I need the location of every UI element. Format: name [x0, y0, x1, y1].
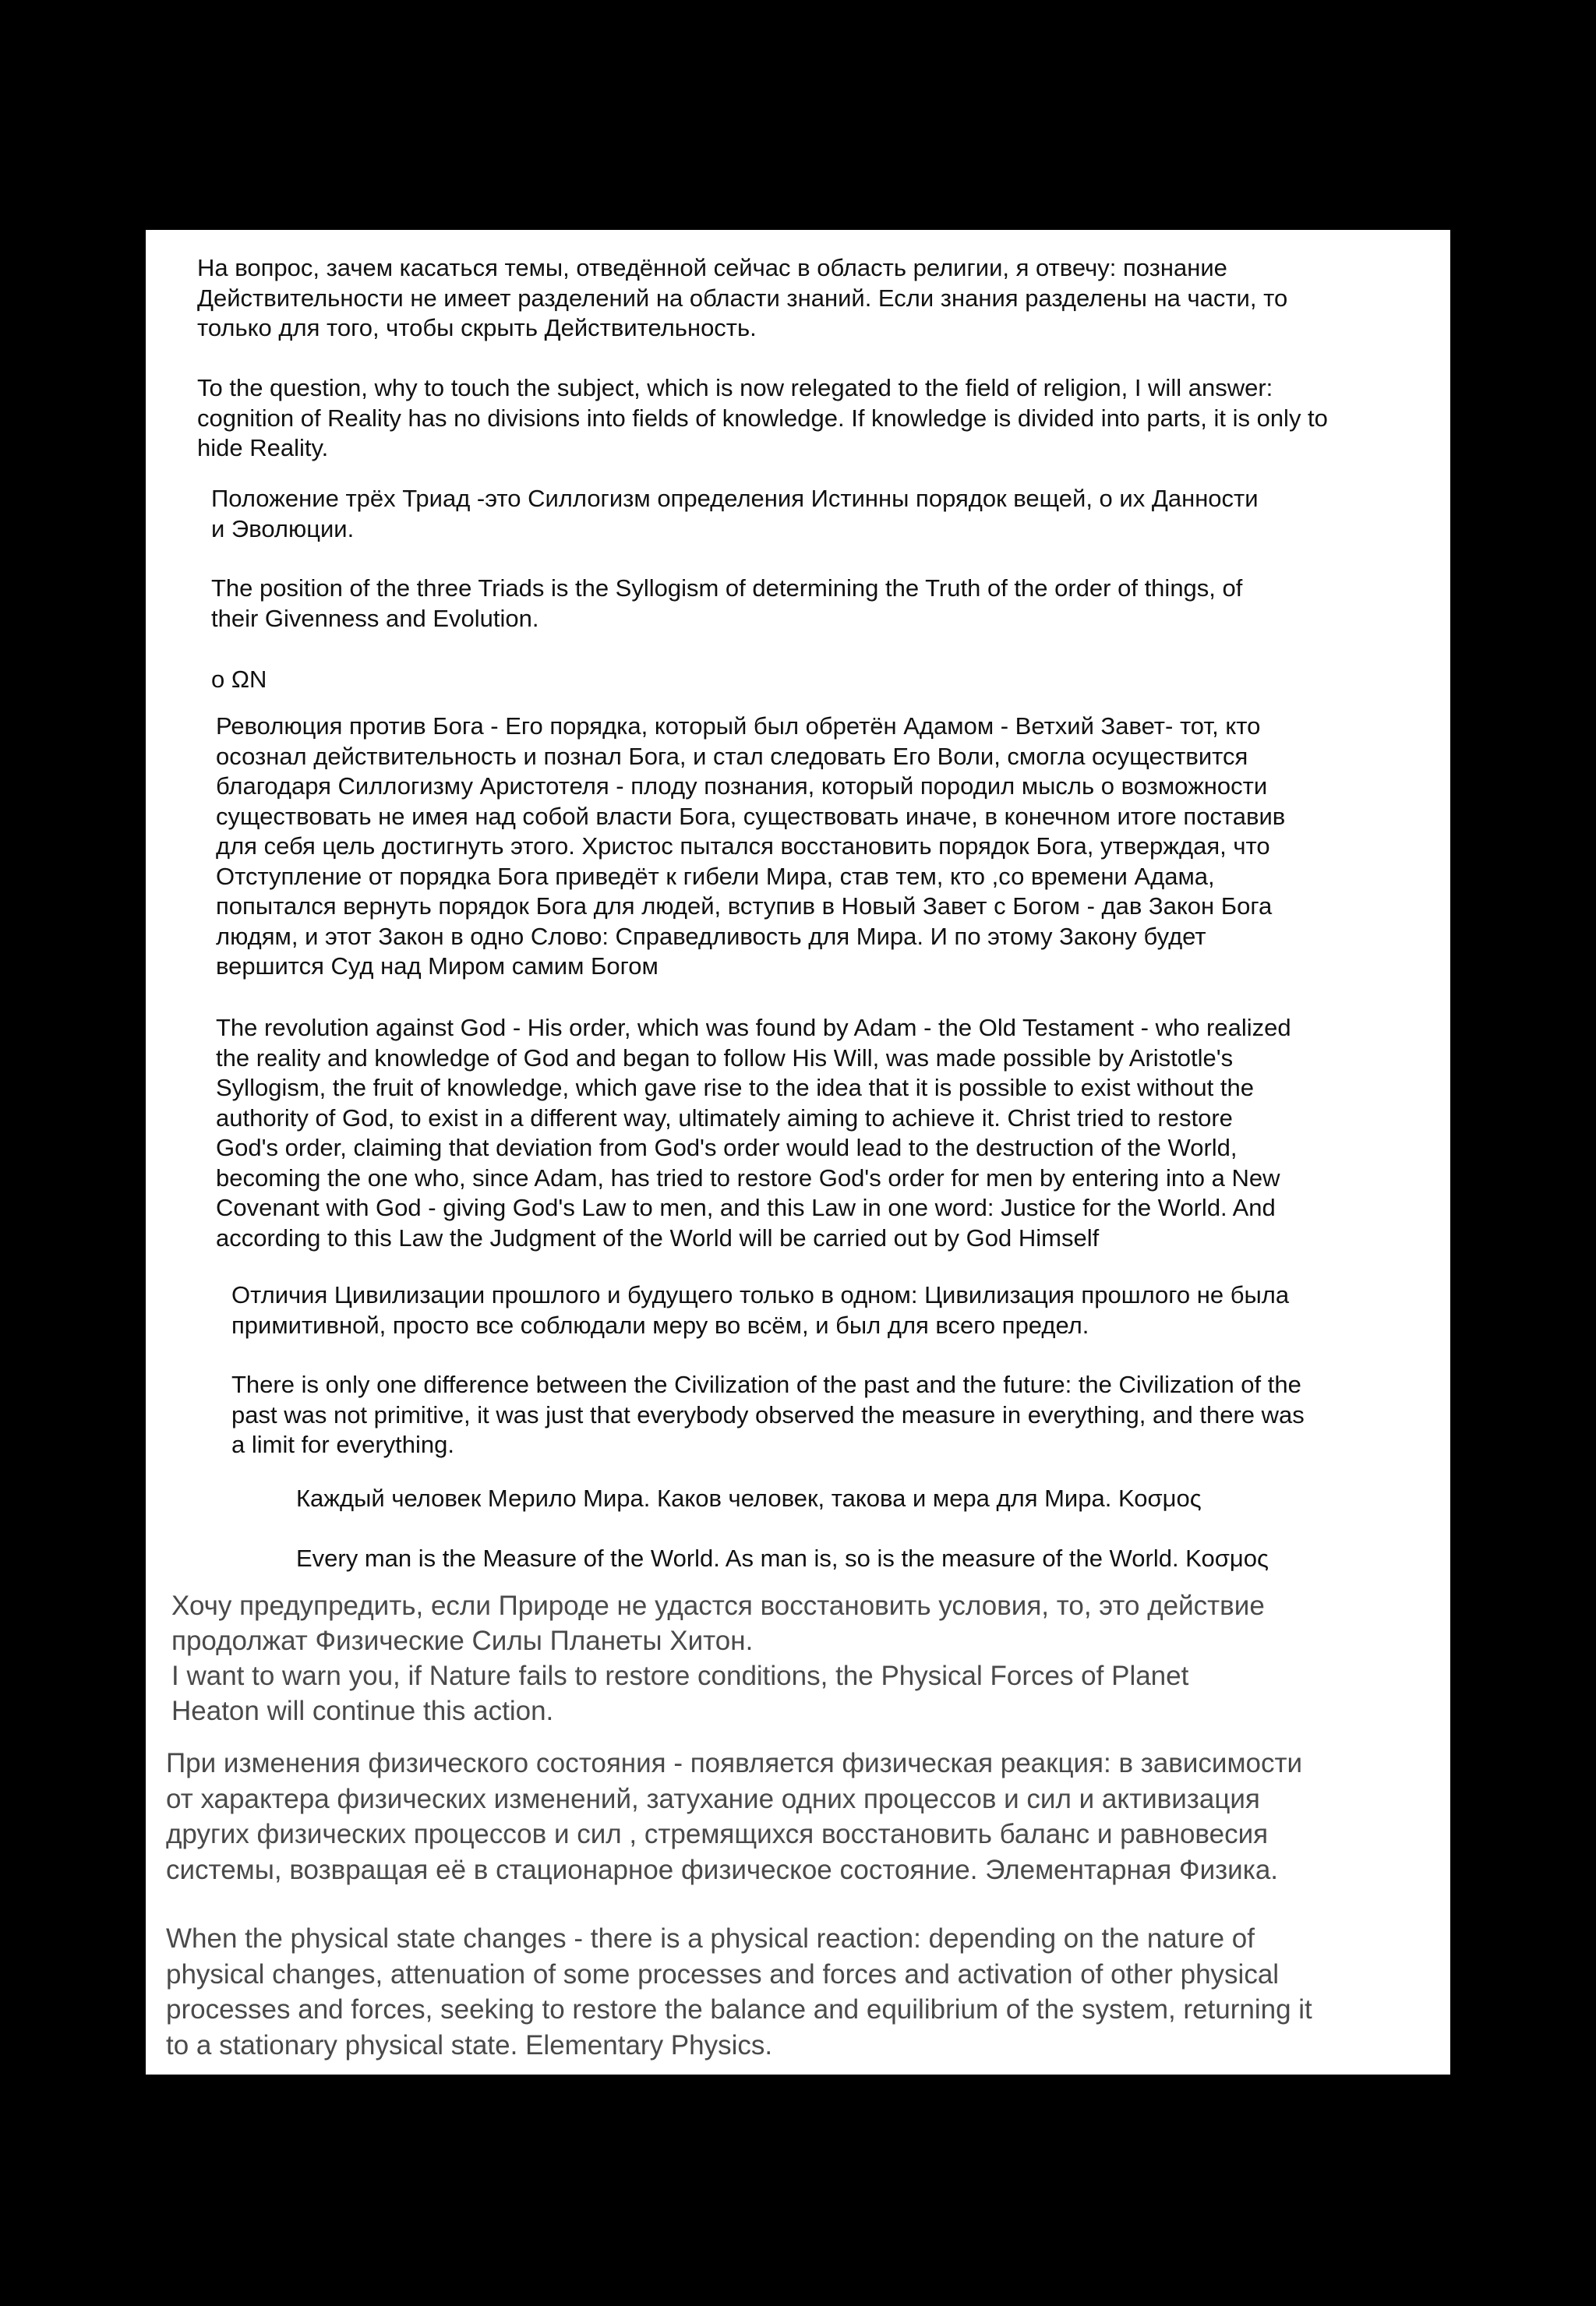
- intro-paragraph-ru: На вопрос, зачем касаться темы, отведённой сейчас в область религии, я отвечу: познание Действительности не имеет разделений на области знаний. Если знания разделены на части, то только для того, чтобы скрыть Действительность.: [197, 254, 1288, 341]
- triads-paragraph-ru: Положение трёх Триад -это Силлогизм определения Истинны порядок вещей, о их Данности и Эволюции.: [211, 485, 1259, 542]
- physics-paragraph-ru: При изменения физического состояния - появляется физическая реакция: в зависимости от характера физических изменений, затухание одних процессов и сил и активизация других физических процессов и сил , стремящихся восстановить баланс и равновесия системы, возвращая её в стационарное физическое состояние. Элементарная Физика.: [166, 1748, 1303, 1885]
- warning-paragraph: Хочу предупредить, если Природе не удастся восстановить условия, то, это действие продолжат Физические Силы Планеты Хитон. I want to warn you, if Nature fails to restore conditions, the Physical Forces of Planet Heaton will continue this action.: [171, 1591, 1265, 1726]
- civilization-paragraph-ru: Отличия Цивилизации прошлого и будущего только в одном: Цивилизация прошлого не была примитивной, просто все соблюдали меру во всём, и был для всего предел.: [231, 1281, 1290, 1339]
- triads-paragraph-en: The position of the three Triads is the Syllogism of determining the Truth of the order of things, of their Givenness and Evolution.: [211, 574, 1243, 632]
- civilization-paragraph-en: There is only one difference between the Civilization of the past and the future: the Civilization of the past was not primitive, it was just that everybody observed the measure in everything, and there was a limit for everything.: [231, 1371, 1305, 1458]
- document-page: [146, 230, 1450, 2075]
- measure-line-en: Every man is the Measure of the World. As man is, so is the measure of the World. Κοσμος: [296, 1545, 1269, 1572]
- intro-paragraph-en: To the question, why to touch the subject, which is now relegated to the field of religion, I will answer: cognition of Reality has no divisions into fields of knowledge. If knowledge is divided into parts, it is only to hide Reality.: [197, 374, 1328, 461]
- revolution-paragraph-en: The revolution against God - His order, which was found by Adam - the Old Testament - who realized the reality and knowledge of God and began to follow His Will, was made possible by Aristotle's Syllogism, the fruit of knowledge, which gave rise to the idea that it is possible to exist without the authority of God, to exist in a different way, ultimately aiming to achieve it. Christ tried to restore God's order, claiming that deviation from God's order would lead to the destruction of the World, becoming the one who, since Adam, has tried to restore God's order for men by entering into a New Covenant with God - giving God's Law to men, and this Law in one word: Justice for the World. And according to this Law the Judgment of the World will be carried out by God Himself: [216, 1014, 1291, 1252]
- physics-paragraph-en: When the physical state changes - there is a physical reaction: depending on the nature of physical changes, attenuation of some processes and forces and activation of other physical processes and forces, seeking to restore the balance and equilibrium of the system, returning it to a stationary physical state. Elementary Physics.: [166, 1923, 1312, 2061]
- omega-line: о ΩN: [211, 666, 267, 693]
- measure-line-ru: Каждый человек Мерило Мира. Каков человек, такова и мера для Мира. Κοσμος: [296, 1485, 1202, 1512]
- revolution-paragraph-ru: Революция против Бога - Его порядка, который был обретён Адамом - Ветхий Завет- тот, кто осознал действительность и познал Бога, и стал следовать Его Воли, смогла осуществится благодаря Силлогизму Аристотеля - плоду познания, который породил мысль о возможности существовать не имея над собой власти Бога, существовать иначе, в конечном итоге поставив для себя цель достигнуть этого. Христос пытался восстановить порядок Бога, утверждая, что Отступление от порядка Бога приведёт к гибели Мира, став тем, кто ,со времени Адама, попытался вернуть порядок Бога для людей, вступив в Новый Завет с Богом - дав Закон Бога людям, и этот Закон в одно Слово: Справедливость для Мира. И по этому Закону будет вершится Суд над Миром самим Богом: [216, 712, 1286, 980]
